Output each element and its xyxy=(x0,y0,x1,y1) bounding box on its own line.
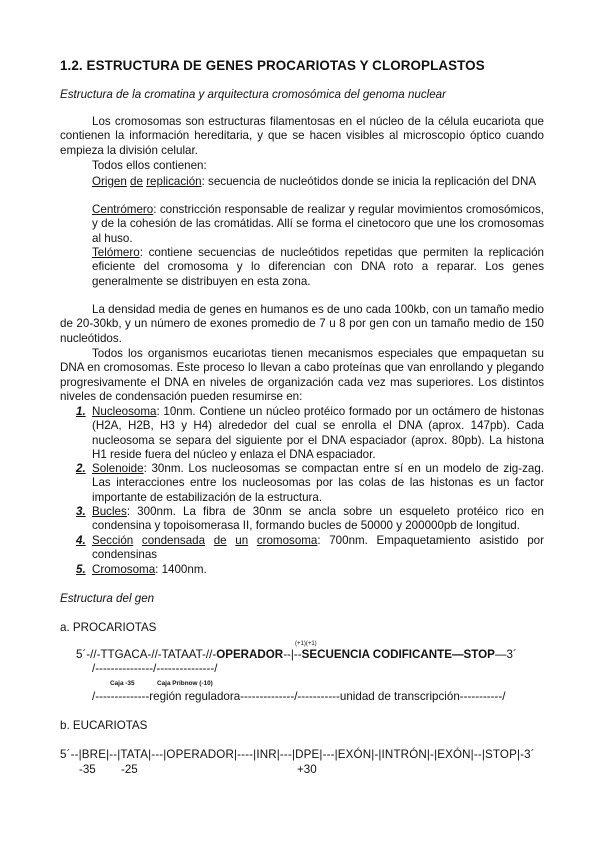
telomero-term: Telómero xyxy=(92,246,140,259)
telomero-text: : contiene secuencias de nucleótidos repetidas que permiten la replicación eficiente del cromosoma y lo diferencian con DNA roto a reparar. Los genes generalmente se distribuyen en esta zona. xyxy=(92,246,544,288)
origen-text: : secuencia de nucleótidos donde se inicia la replicación del DNA xyxy=(201,175,537,188)
origen-term-1: Origen xyxy=(92,175,127,188)
seq-promoter: 5´-//-TTGACA-//-TATAAT-//- xyxy=(76,648,217,661)
procariota-regions: /--------------región reguladora--------------/-----------unidad de transcripción-----------/ xyxy=(92,690,506,703)
procariota-bracket: /---------------/---------------/ xyxy=(92,662,218,675)
level-2-text: : 30nm. Los nucleosomas se compactan entre sí en un modelo de zig-zag. Las interacciones entre los nucleosomas por las colas de las histonas es un factor importante de estabilización de la estructura. xyxy=(92,462,544,504)
level-3-number: 3. xyxy=(76,505,86,518)
level-5-text: : 1400nm. xyxy=(155,563,207,576)
section-subtitle-gen: Estructura del gen xyxy=(60,592,155,605)
caja-35-label: Caja -35 xyxy=(110,680,135,687)
level-4-item xyxy=(92,534,544,563)
level-3-item xyxy=(92,505,544,534)
level-1-term: Nucleosoma xyxy=(92,405,157,418)
contain-line: Todos ellos contienen: xyxy=(92,159,207,172)
level-4-term-1: Sección xyxy=(92,534,134,547)
origen-term-3: replicación xyxy=(146,175,202,188)
seq-dash: — xyxy=(451,648,464,661)
plus-one-marker: (+1)(+1) xyxy=(295,641,317,647)
level-5-item xyxy=(92,563,544,577)
level-4-text: : 700nm. Empaquetamiento asistido por condensinas xyxy=(92,534,544,562)
intro-paragraph: Los cromosomas son estructuras filamentosas en el núcleo de la célula eucariota que contienen la información hereditaria, y que se hacen visibles al microscopio óptico cuando empieza la división celular. xyxy=(60,115,544,157)
centromero-item xyxy=(92,203,544,246)
level-1-number: 1. xyxy=(76,405,86,418)
caja-pribnow-label: Caja Pribnow (-10) xyxy=(157,680,213,687)
level-4-term-3: de xyxy=(213,534,227,547)
eucariota-sequence: 5´--|BRE|--|TATA|---|OPERADOR|----|INR|---|DPE|---|EXÓN|-|INTRÓN|-|EXÓN|--|STOP|-3´ xyxy=(60,748,535,761)
procariotas-label: a. PROCARIOTAS xyxy=(60,621,157,634)
level-4-term-2: condensada xyxy=(141,534,206,547)
eucariotas-label: b. EUCARIOTAS xyxy=(60,719,148,732)
telomero-item xyxy=(92,246,544,289)
level-4-number: 4. xyxy=(76,534,86,547)
seq-codificante: SECUENCIA CODIFICANTE xyxy=(301,648,452,661)
densidad-paragraph: La densidad media de genes en humanos es de uno cada 100kb, con un tamaño medio de 20-30kb, y un número de exones promedio de 7 u 8 por gen con un tamaño medio de 150 nucleótidos. xyxy=(60,303,544,345)
seq-sep: --|-- xyxy=(283,648,302,661)
section-subtitle-cromatina: Estructura de la cromatina y arquitectura cromosómica del genoma nuclear xyxy=(60,88,446,101)
procariota-sequence xyxy=(76,648,517,662)
level-5-number: 5. xyxy=(76,563,86,576)
page-title: 1.2. ESTRUCTURA DE GENES PROCARIOTAS Y CLOROPLASTOS xyxy=(60,58,485,73)
level-3-term: Bucles xyxy=(92,505,127,518)
level-1-item xyxy=(92,405,544,463)
position-plus-30: +30 xyxy=(297,763,317,776)
level-3-text: : 300nm. La fibra de 30nm se ancla sobre un esqueleto protéico rico en condensina y topoisomerasa II, formando bucles de 50000 y 200000pb de longitud. xyxy=(92,505,544,533)
level-2-number: 2. xyxy=(76,462,86,475)
seq-operador: OPERADOR xyxy=(216,648,284,661)
position-minus-25: -25 xyxy=(121,763,138,776)
centromero-term: Centrómero xyxy=(92,203,154,216)
origen-term-2: de xyxy=(130,175,143,188)
level-1-text: : 10nm. Contiene un núcleo protéico formado por un octámero de histonas (H2A, H2B, H3 y H4) alrededor del cual se enrolla el DNA (aprox. 147pb). Cada nucleosoma se separa del siguiente por el DNA espaciador (aprox. 80pb). La histona H1 reside fuera del núcleo y enlaza el DNA espaciador. xyxy=(92,405,544,462)
level-2-item xyxy=(92,462,544,505)
level-4-term-4: un xyxy=(235,534,249,547)
seq-stop: STOP xyxy=(463,648,495,661)
origen-item xyxy=(92,175,544,189)
todos-paragraph: Todos los organismos eucariotas tienen mecanismos especiales que empaquetan su DNA en cromosomas. Este proceso lo llevan a cabo proteínas que van enrollando y plegando progresivamente el DNA en niveles de organización cada vez mas superiores. Los distintos niveles de condensación pueden resumirse en: xyxy=(60,347,544,404)
centromero-text: : constricción responsable de realizar y regular movimientos cromosómicos, y de la cohesión de las cromátidas. Allí se forma el cinetocoro que une los cromosomas al huso. xyxy=(92,203,544,245)
seq-end: —3´ xyxy=(494,648,517,661)
level-2-term: Solenoide xyxy=(92,462,144,475)
position-minus-35: -35 xyxy=(79,763,96,776)
level-5-term: Cromosoma xyxy=(92,563,156,576)
level-4-term-5: cromosoma xyxy=(256,534,318,547)
